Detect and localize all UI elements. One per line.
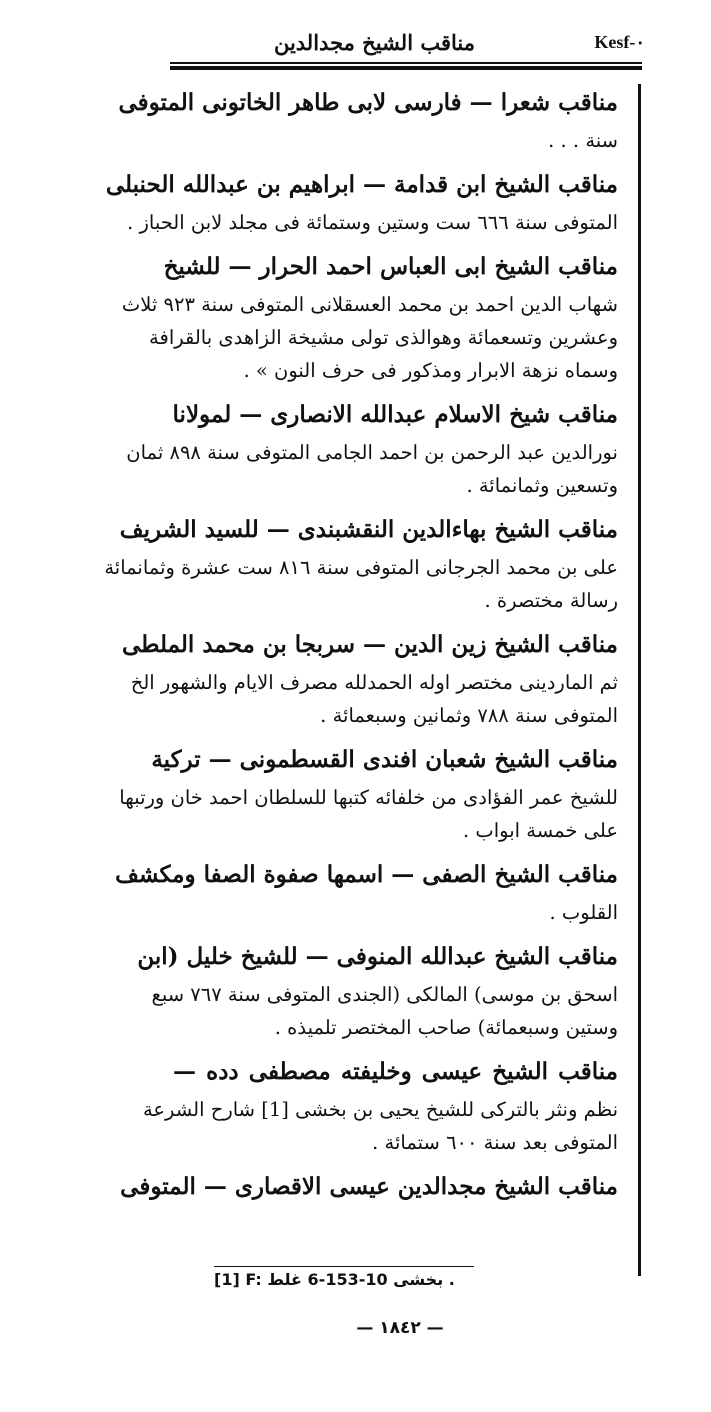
entry-text-line: وستين وسبعمائة) صاحب المختصر تلميذه . [274, 1016, 618, 1039]
entry-heading-line: مناقب الشيخ ابى العباس احمد الحرار — للشيخ [163, 253, 618, 280]
entry-heading-line: مناقب شيخ الاسلام عبدالله الانصارى — لمولانا [172, 401, 618, 428]
running-head-code: Kesf-٠ [594, 32, 645, 52]
header-rule-thin [170, 62, 642, 64]
entry-manufi [137, 936, 618, 1044]
entry-shaykh-al-islam-ansari [126, 394, 618, 502]
entry-shaban-efendi [119, 739, 618, 847]
running-head-title: مناقب الشيخ مجدالدين [273, 30, 475, 55]
entry-text-line: سنة . . . [548, 129, 618, 152]
entry-text-line: وسماه نزهة الابرار ومذكور فى حرف النون » . [243, 359, 618, 382]
entry-text-line: شهاب الدين احمد بن محمد العسقلانى المتوفى سنة ٩٢٣ ثلاث [121, 293, 618, 316]
entry-heading-line: مناقب الشيخ شعبان افندى القسطمونى — تركية [151, 746, 618, 773]
entry-zayn-al-din [121, 624, 618, 732]
entry-heading-line: مناقب الشيخ زين الدين — سربجا بن محمد الملطى [121, 631, 618, 658]
entry-heading-line: مناقب الشيخ عبدالله المنوفى — للشيخ خليل (ابن [137, 943, 618, 970]
entry-text-line: ثم الماردينى مختصر اوله الحمدلله مصرف الايام والشهور الخ [130, 671, 618, 694]
entry-text-line: على بن محمد الجرجانى المتوفى سنة ٨١٦ ست عشرة وثمانمائة [104, 556, 618, 579]
entry-text-line: القلوب . [549, 901, 618, 924]
entry-text-line: نورالدين عبد الرحمن بن احمد الجامى المتوفى سنة ٨٩٨ ثمان [126, 441, 618, 464]
entry-text-line: وتسعين وثمانمائة . [466, 474, 618, 497]
entry-manaqib-shuara [118, 82, 618, 157]
entry-heading-line: مناقب الشيخ ابن قدامة — ابراهيم بن عبدالله الحنبلى [105, 171, 618, 198]
entry-safi [115, 854, 618, 929]
footnote: [1] F: بخشى 10-153-6 غلط . [214, 1270, 455, 1289]
entry-heading-line: مناقب الشيخ مجدالدين عيسى الاقصارى — المتوفى [120, 1173, 618, 1200]
running-head [170, 30, 645, 60]
entry-heading-line: مناقب الشيخ عيسى وخليفته مصطفى دده — [173, 1058, 618, 1085]
entry-heading-line: مناقب شعرا — فارسى لابى طاهر الخاتونى المتوفى [118, 89, 618, 116]
entry-text-line: للشيخ عمر الفؤادى من خلفائه كتبها للسلطان احمد خان ورتبها [119, 786, 618, 809]
entry-text-line: اسحق بن موسى) المالكى (الجندى المتوفى سنة ٧٦٧ سبع [151, 983, 618, 1006]
entry-abu-al-abbas [121, 246, 618, 387]
entry-text-line: المتوفى سنة ٧٨٨ وثمانين وسبعمائة . [320, 704, 618, 727]
margin-rule [638, 84, 641, 1276]
page-number: — ١٨٤٢ — [356, 1318, 444, 1338]
entry-text-line: رسالة مختصرة . [484, 589, 618, 612]
footnote-rule [214, 1266, 474, 1267]
entry-text-line: وعشرين وتسعمائة وهوالذى تولى مشيخة الزاهدى بالقرافة [149, 326, 618, 349]
header-rule-thick [170, 66, 642, 70]
entry-isa-mustafa-dede [142, 1051, 618, 1159]
entry-majd-al-din [120, 1166, 618, 1208]
entry-naqshbandi [104, 509, 618, 617]
entry-text-line: المتوفى بعد سنة ٦٠٠ ستمائة . [372, 1131, 618, 1154]
entry-text-line: المتوفى سنة ٦٦٦ ست وستين وستمائة فى مجلد لابن الحباز . [127, 211, 618, 234]
entry-ibn-qudama [105, 164, 618, 239]
entry-text-line: على خمسة ابواب . [462, 819, 618, 842]
entry-heading-line: مناقب الشيخ الصفى — اسمها صفوة الصفا ومكشف [115, 861, 618, 888]
entries-column [104, 82, 618, 1215]
entry-heading-line: مناقب الشيخ بهاءالدين النقشبندى — للسيد الشريف [119, 516, 618, 543]
entry-text-line: نظم ونثر بالتركى للشيخ يحيى بن بخشى [1] شارح الشرعة [142, 1098, 618, 1121]
